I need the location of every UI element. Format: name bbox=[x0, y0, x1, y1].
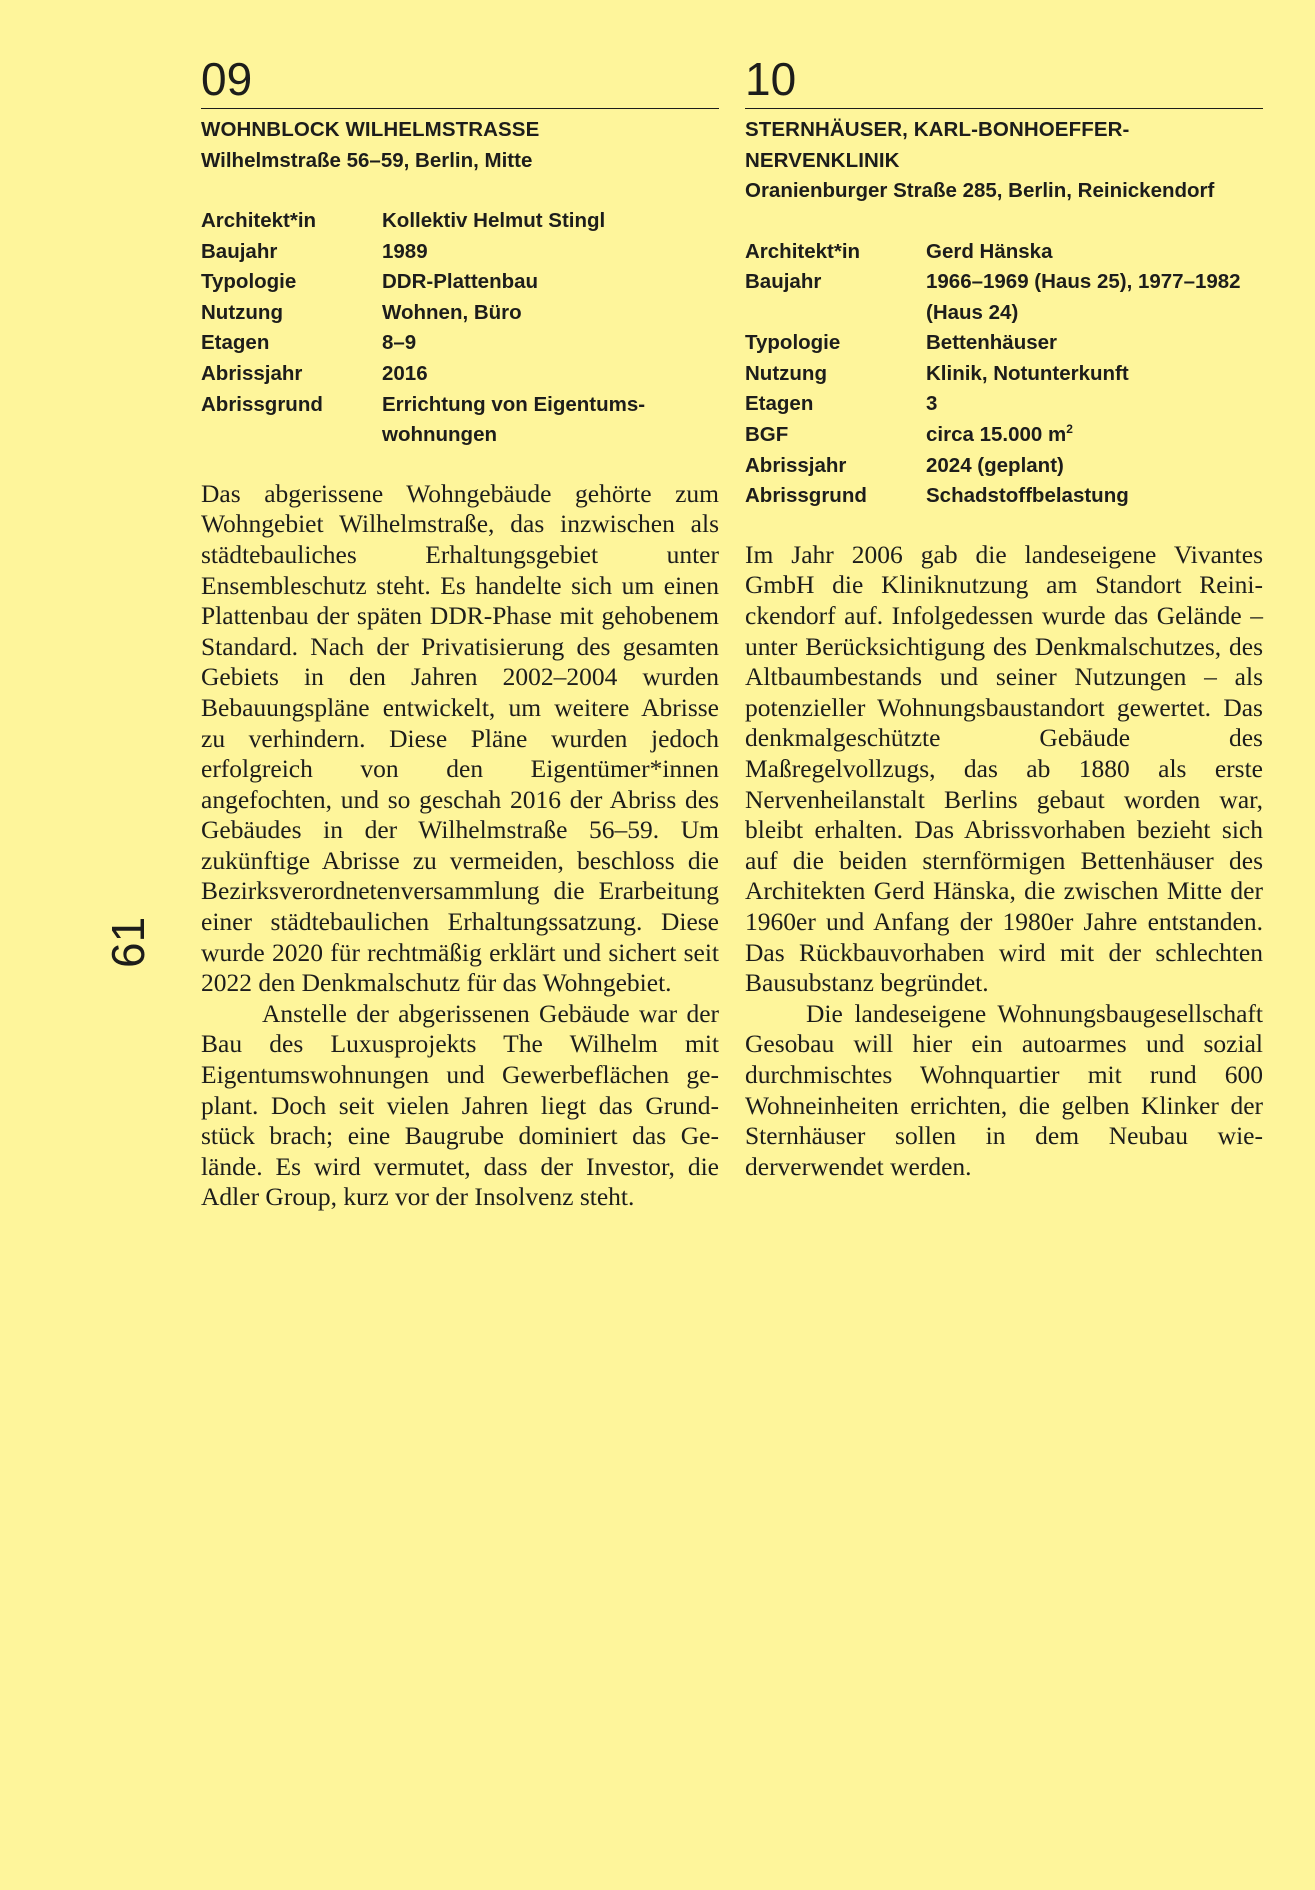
fact-value: 2016 bbox=[382, 361, 428, 385]
fact-key: Architekt*in bbox=[745, 239, 861, 263]
entry-address: Wilhelmstraße 56–59, Berlin, Mitte bbox=[201, 148, 533, 172]
body-paragraph: Das abgerissene Wohngebäude gehörte zum Wohngebiet Wilhelmstraße, das inzwischen als städtebauliches Erhaltungsgebiet unter Ensembleschutz steht. Es handelte sich um einen Plattenbau der späten DDR-Phase mit gehobenem Standard. Nach der Privatisierung des gesamten Gebiets in den Jahren 2002–2004 wurden Bebauungspläne entwickelt, um weitere Abrisse zu verhindern. Diese Pläne wurden jedoch erfolgreich von den Eigentümer*innen angefochten, und so geschah 2016 der Abriss des Gebäudes in der Wilhelmstraße 56–59. Um zukünftige Abrisse zu vermeiden, beschloss die Bezirksverordnetenversammlung die Erarbeitung einer städtebaulichen Erhaltungssatzung. Diese wurde 2020 für rechtmäßig erklärt und sichert seit 2022 den Denkmalschutz für das Wohngebiet. bbox=[201, 478, 719, 998]
fact-row bbox=[745, 237, 1263, 268]
fact-key: Typologie bbox=[745, 331, 841, 355]
fact-key: Etagen bbox=[201, 331, 270, 355]
fact-value: 2024 (geplant) bbox=[926, 453, 1064, 477]
fact-row bbox=[745, 451, 1263, 482]
fact-value: Errichtung von Eigentumswohnungen bbox=[382, 392, 646, 447]
bgf-unit-exponent: 2 bbox=[1066, 422, 1073, 437]
body-paragraph: Anstelle der abgerissenen Gebäude war der Bau des Luxusprojekts The Wilhelm mit Eigentumswohnungen und Gewerbeflächen geplant. Doch seit vielen Jahren liegt das Grundstück brach; eine Baugrube dominiert das Gelände. Es wird vermutet, dass der Investor, die Adler Group, kurz vor der Insolvenz steht. bbox=[201, 998, 719, 1212]
fact-key: Nutzung bbox=[745, 361, 827, 385]
facts-table bbox=[201, 206, 719, 451]
fact-key: Abrissgrund bbox=[745, 484, 867, 508]
page-number: 61 bbox=[102, 916, 154, 968]
fact-row bbox=[201, 237, 719, 268]
facts-table bbox=[745, 237, 1263, 512]
entry-title: WOHNBLOCK WILHELMSTRASSE bbox=[201, 118, 540, 141]
fact-key: Baujahr bbox=[745, 270, 822, 294]
fact-row bbox=[201, 206, 719, 237]
fact-value: Schadstoffbelastung bbox=[926, 484, 1129, 508]
fact-value: Kollektiv Helmut Stingl bbox=[382, 209, 606, 232]
fact-row bbox=[745, 359, 1263, 390]
fact-row bbox=[745, 481, 1263, 512]
entry-number: 10 bbox=[745, 52, 1263, 109]
fact-row bbox=[745, 420, 1263, 451]
entry-title: STERNHÄUSER, KARL-BONHOEFFER-NERVENKLINIK bbox=[745, 118, 1130, 172]
fact-value: Bettenhäuser bbox=[926, 331, 1058, 355]
bgf-value: circa 15.000 m bbox=[926, 423, 1067, 447]
fact-value: Wohnen, Büro bbox=[382, 300, 522, 324]
fact-value: 1989 bbox=[382, 239, 428, 263]
body-paragraph: Die landeseigene Wohnungsbaugesellschaft Gesobau will hier ein autoarmes und sozial durchmischtes Wohnquartier mit rund 600 Wohneinheiten errichten, die gelben Klinker der Sternhäuser sollen in dem Neubau wiederverwendet werden. bbox=[745, 998, 1263, 1181]
fact-key: Abrissjahr bbox=[201, 361, 303, 385]
fact-key: Etagen bbox=[745, 392, 814, 416]
fact-key: Nutzung bbox=[201, 300, 283, 324]
fact-value-bgf bbox=[926, 420, 1263, 451]
fact-value: DDR-Plattenbau bbox=[382, 270, 539, 294]
fact-value: Klinik, Notunterkunft bbox=[926, 361, 1129, 385]
fact-row bbox=[201, 298, 719, 329]
fact-key: Abrissjahr bbox=[745, 453, 847, 477]
entry-10 bbox=[745, 52, 1263, 1182]
fact-value: 1966–1969 (Haus 25), 1977–1982 (Haus 24) bbox=[926, 270, 1241, 324]
fact-row bbox=[745, 389, 1263, 420]
fact-value: 8–9 bbox=[382, 331, 417, 355]
entry-number: 09 bbox=[201, 52, 719, 109]
fact-value: 3 bbox=[926, 392, 938, 416]
fact-key: BGF bbox=[745, 423, 789, 447]
fact-key: Abrissgrund bbox=[201, 392, 323, 416]
fact-key: Baujahr bbox=[201, 239, 278, 263]
fact-key: Architekt*in bbox=[201, 209, 317, 232]
fact-row bbox=[201, 359, 719, 390]
body-paragraph: Im Jahr 2006 gab die landeseigene Vivantes GmbH die Kliniknutzung am Standort Reinickendorf auf. Infolgedessen wurde das Gelände – unter Berücksichtigung des Denkmalschutzes, des Altbaumbestands und seiner Nutzungen – als potenzieller Wohnungsbaustandort gewertet. Das denkmalgeschützte Gebäude des Maßregelvollzugs, das ab 1880 als erste Nervenheilanstalt Berlins gebaut worden war, bleibt erhalten. Das Abrissvorhaben bezieht sich auf die beiden sternförmigen Bettenhäuser des Architekten Gerd Hänska, die zwischen Mitte der 1960er und Anfang der 1980er Jahre entstanden. Das Rückbauvorhaben wird mit der schlechten Bausubstanz begründet. bbox=[745, 539, 1263, 998]
entry-address: Oranienburger Straße 285, Berlin, Reinickendorf bbox=[745, 179, 1215, 202]
entry-body bbox=[201, 479, 719, 1213]
fact-value: Gerd Hänska bbox=[926, 239, 1053, 263]
fact-key: Typologie bbox=[201, 270, 297, 294]
fact-row bbox=[201, 328, 719, 359]
fact-row bbox=[201, 390, 719, 451]
entry-body bbox=[745, 540, 1263, 1182]
entry-09 bbox=[201, 52, 719, 1213]
fact-row bbox=[201, 267, 719, 298]
fact-row bbox=[745, 328, 1263, 359]
fact-row bbox=[745, 267, 1263, 328]
